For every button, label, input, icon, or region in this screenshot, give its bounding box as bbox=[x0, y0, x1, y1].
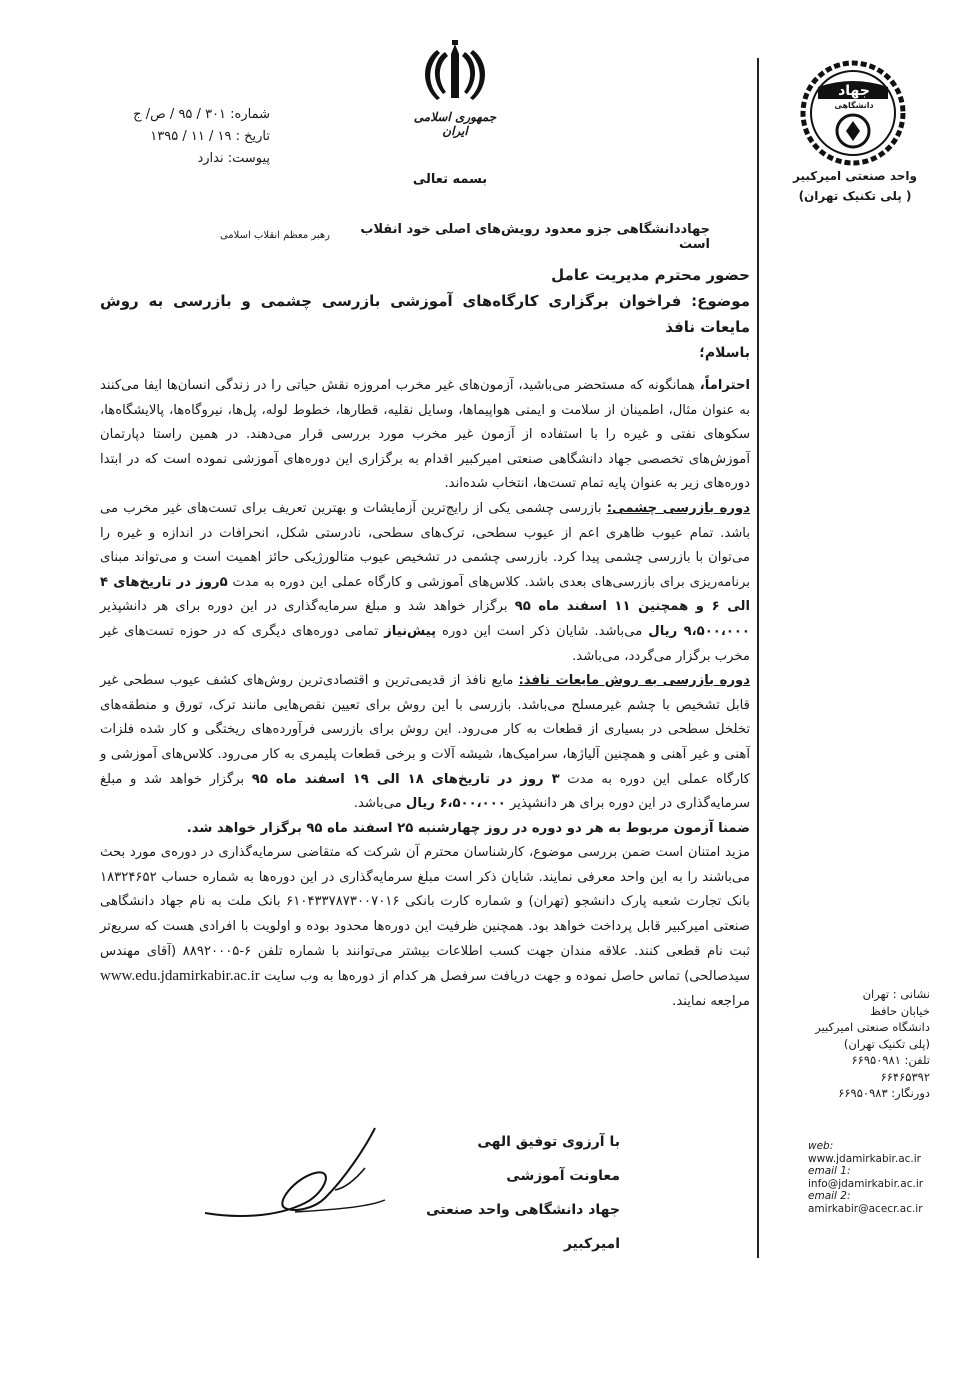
visual-prerequisite: پیش‌نیاز bbox=[384, 623, 437, 639]
address-line-2: خیابان حافظ bbox=[870, 1003, 930, 1018]
bismillah: بسمه تعالی bbox=[412, 172, 488, 187]
subject-line: موضوع: فراخوان برگزاری کارگاه‌های آموزشی بازرسی چشمی و بازرسی به روش مایعات نافذ bbox=[100, 292, 750, 336]
penetrant-course-heading: دوره بازرسی به روش مایعات نافذ: bbox=[518, 673, 751, 689]
iran-emblem bbox=[400, 40, 510, 160]
address-line-4: (پلی تکنیک تهران) bbox=[843, 1036, 930, 1051]
web-contacts bbox=[808, 1140, 938, 1215]
penetrant-text-a: مایع نافذ از قدیمی‌ترین و اقتصادی‌ترین روش‌های کشف عیوب سطحی غیر قابل تشخیص با چشم غیرمسلح می‌باشد. بازرسی با این روش برای تعیین نقص‌هایی مانند ترک، تورق و منطقه‌های تخلخل سطحی در بسیاری از قطعات به کار می‌رود. این روش برای بازرسی فرآورده‌های ریختگی و کار شده فلزات آهنی و غیر آهنی و همچنین آلیاژها، سرامیک‌ها، شیشه آلات و برخی قطعات پلیمری به کار می‌رود. کلاس‌های آموزشی و کارگاه عملی این دوره به مدت bbox=[100, 673, 750, 787]
logo-top-text: جهاد bbox=[838, 83, 870, 99]
paragraph-payment bbox=[100, 841, 750, 1014]
penetrant-fee: ۶،۵۰۰،۰۰۰ ریال bbox=[405, 796, 506, 812]
unit-subname: ( پلی تکنیک تهران) bbox=[798, 189, 912, 203]
logo-inner-text: دانشگاهی bbox=[834, 101, 874, 110]
paragraph-intro bbox=[100, 374, 750, 497]
fax: دورنگار: ۶۶۹۵۰۹۸۳ bbox=[838, 1086, 930, 1100]
visual-course-heading: دوره بازرسی چشمی: bbox=[606, 500, 750, 516]
iran-emblem-icon bbox=[415, 40, 495, 110]
penetrant-text-d: می‌باشد. bbox=[353, 796, 406, 812]
visual-text-a: بازرسی چشمی یکی از رایج‌ترین آزمایشات و بهترین تعریف برای تست‌های غیر مخرب می باشد. تمام عیوب ظاهری اعم از عیوب سطحی، ترک‌های سطحی، نادرستی شکل، انحرافات در اندازه و غیره را می‌توان با بازرسی چشمی پیدا کرد. بازرسی چشمی در تشخیص عیوب متالورژیکی حائز اهمیت است و می‌تواند مبنای برنامه‌ریزی برای بازرسی‌های بعدی باشد. کلاس‌های آموزشی و کارگاه عملی این دوره به مدت bbox=[100, 500, 751, 590]
jahad-logo bbox=[788, 55, 918, 170]
addressee: حضور محترم مدیریت عامل bbox=[551, 266, 750, 284]
emblem-caption: جمهوری اسلامی ایران bbox=[413, 110, 497, 138]
address-line-3: دانشگاه صنعتی امیرکبیر bbox=[815, 1020, 930, 1034]
visual-text-d: می‌باشد. شایان ذکر است این دوره bbox=[436, 623, 649, 639]
exam-notice: ضمنا آزمون مربوط به هر دو دوره در روز چهارشنبه ۲۵ اسفند ماه ۹۵ برگزار خواهد شد. bbox=[186, 820, 750, 836]
unit-name-block bbox=[780, 166, 930, 206]
email2-label: email 2: bbox=[808, 1190, 851, 1202]
quote-source: رهبر معظم انقلاب اسلامی bbox=[219, 230, 330, 241]
phone-2: ۶۶۴۶۵۳۹۲ bbox=[880, 1069, 930, 1084]
letter-body bbox=[100, 262, 750, 1014]
intro-lead: احتراماً، bbox=[699, 378, 750, 393]
visual-text-e: تمامی دوره‌های دیگری که در حوزه تست‌های غیر مخرب برگزار می‌گردد، می‌باشد. bbox=[100, 623, 750, 664]
closing-dept: معاونت آموزشی bbox=[506, 1168, 620, 1184]
letter-number: شماره: ۳۰۱ / ۹۵ / ص/ ج bbox=[133, 107, 270, 122]
payment-text: مزید امتنان است ضمن بررسی موضوع، کارشناسان محترم آن شرکت که متقاضی سرمایه‌گذاری در دوره‌ی مورد بحث می‌باشند را به این واحد معرفی نمایند. شایان ذکر است مبلغ سرمایه‌گذاری در این دوره‌ها به شماره حساب ۱۸۳۲۴۶۵۲ بانک تجارت شعبه پارک دانشجو (تهران) و شماره کارت بانکی ۶۱۰۴۳۳۷۸۷۳۰۰۷۰۱۶ بانک ملت به نام جهاد دانشگاهی صنعتی امیرکبیر قابل پرداخت خواهد بود. همچنین ظرفیت این دوره‌ها محدود بوده و اولویت با افرادی هست که سریع‌تر ثبت نام قطعی کنند. علاقه مندان جهت کسب اطلاعات بیشتر می‌توانند با شماره تلفن ۶-۸۸۹۲۰۰۰۵ (آقای مهندس سیدصالحی) تماس حاصل نموده و جهت دریافت سرفصل هر کدام از دوره‌ها به وب سایت bbox=[100, 845, 750, 985]
email1[interactable]: info@jdamirkabir.ac.ir bbox=[808, 1177, 924, 1190]
visual-dates: ۵روز در تاریخ‌های ۴ الی ۶ و همچنین ۱۱ اسفند ماه ۹۵ bbox=[100, 574, 751, 615]
vertical-divider bbox=[757, 58, 759, 1258]
penetrant-text-c: برگزار خواهد شد و مبلغ سرمایه‌گذاری در این دوره برای هر دانشپذیر bbox=[100, 771, 750, 812]
web-label: web: bbox=[808, 1140, 834, 1152]
contact-info bbox=[790, 986, 930, 1102]
closing-wish: با آرزوی توفیق الهی bbox=[477, 1134, 620, 1150]
phone-1: تلفن: ۶۶۹۵۰۹۸۱ bbox=[851, 1053, 930, 1067]
visual-text-c: برگزار خواهد شد و مبلغ سرمایه‌گذاری در این دوره برای هر دانشپذیر bbox=[100, 599, 515, 615]
closing-org: جهاد دانشگاهی واحد صنعتی امیرکبیر bbox=[426, 1202, 620, 1252]
website-link[interactable]: www.edu.jdamirkabir.ac.ir bbox=[100, 968, 260, 985]
letter-attachment: پیوست: ندارد bbox=[197, 151, 270, 166]
web-url[interactable]: www.jdamirkabir.ac.ir bbox=[808, 1152, 921, 1165]
address-line-1: نشانی : تهران bbox=[862, 987, 930, 1001]
paragraph-penetrant-inspection bbox=[100, 669, 750, 817]
jahad-logo-icon bbox=[788, 55, 918, 170]
intro-text: همانگونه که مستحضر می‌باشید، آزمون‌های غیر مخرب امروزه نقش حیاتی را در زندگی انسان‌ها ایفا می‌کنند به عنوان مثال، اطمینان از سلامت و ایمنی هواپیماها، وسایل نقلیه، قطارها، خطوط لوله، پل‌ها، نیروگاه‌ها، پالایشگاه‌ها، سکوهای نفتی و غیره را با استفاده از آزمون غیر مخرب مورد بررسی قرار می‌دهند. در همین راستا دپارتمان آموزش‌های تخصصی جهاد دانشگاهی صنعتی امیرکبیر اقدام به برگزاری این دوره‌های آموزشی نموده است که در ابتدا دوره‌های زیر به عنوان پایه تمام تست‌ها، انتخاب شده‌اند. bbox=[100, 378, 750, 492]
penetrant-dates: ۳ روز در تاریخ‌های ۱۸ الی ۱۹ اسفند ماه ۹۵ bbox=[251, 771, 560, 787]
letter-date: تاریخ : ۱۹ / ۱۱ / ۱۳۹۵ bbox=[150, 129, 270, 144]
payment-text-end: مراجعه نمایند. bbox=[672, 993, 750, 1009]
closing-block bbox=[380, 1125, 620, 1261]
unit-name: واحد صنعتی امیرکبیر bbox=[793, 169, 917, 183]
leader-quote: جهاددانشگاهی جزو معدود رویش‌های اصلی خود انقلاب است bbox=[360, 222, 710, 252]
visual-fee: ۹،۵۰۰،۰۰۰ ریال bbox=[648, 623, 750, 639]
greeting: باسلام؛ bbox=[699, 345, 750, 361]
letter-meta bbox=[110, 104, 270, 170]
paragraph-visual-inspection bbox=[100, 497, 750, 669]
email1-label: email 1: bbox=[808, 1165, 851, 1177]
signature-image bbox=[175, 1118, 395, 1228]
email2[interactable]: amirkabir@acecr.ac.ir bbox=[808, 1202, 923, 1215]
